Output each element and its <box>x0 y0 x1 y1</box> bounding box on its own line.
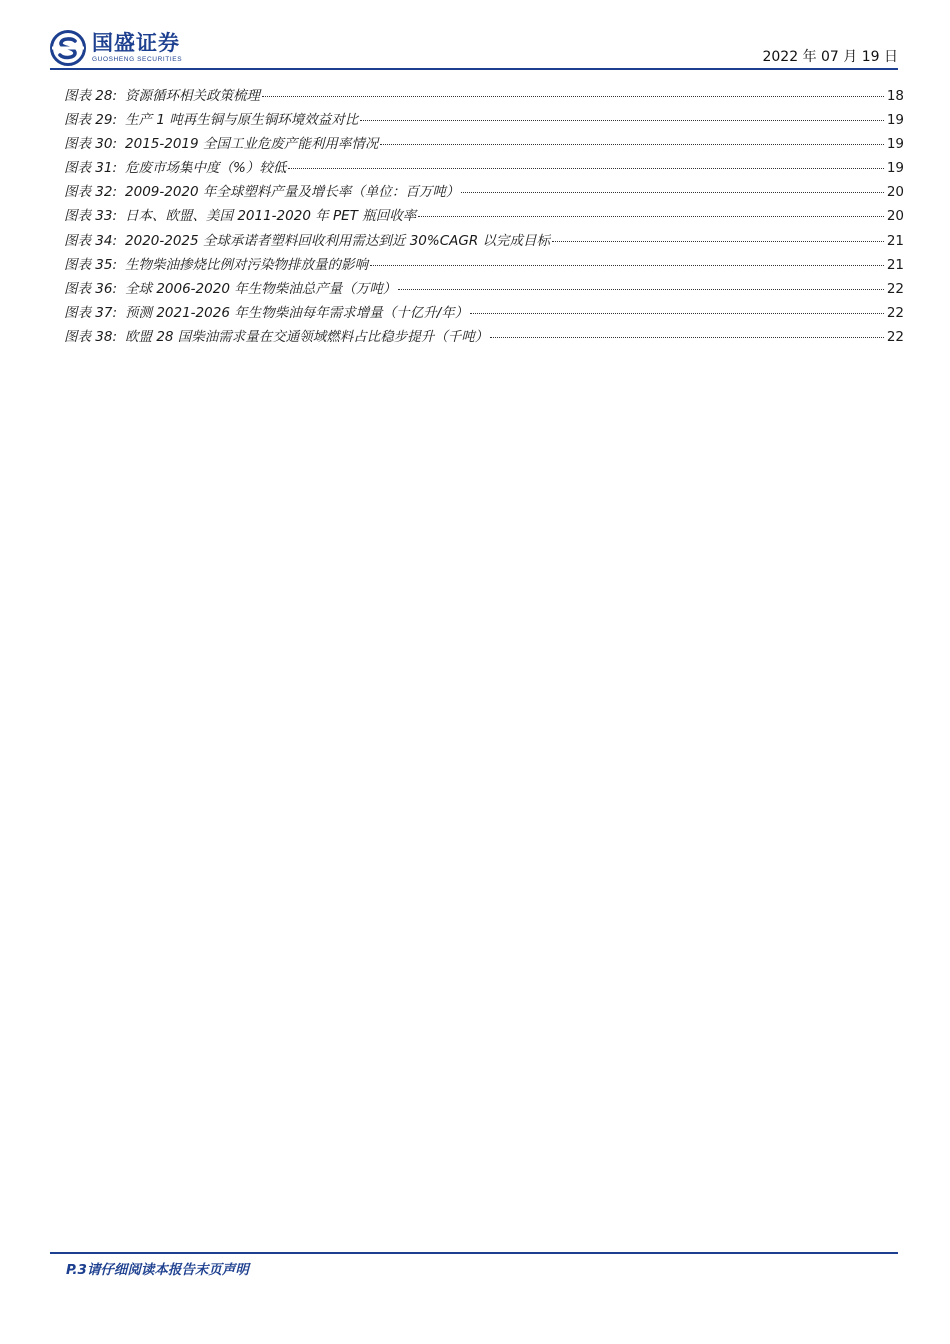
toc-entry[interactable] <box>64 204 904 228</box>
toc-leader-dots <box>370 265 884 266</box>
toc-entry-page[interactable]: 20 <box>886 184 904 201</box>
toc-leader-dots <box>288 168 884 169</box>
toc-entry-page[interactable]: 21 <box>886 232 904 249</box>
toc-entry-label: 图表 29: <box>64 112 118 129</box>
logo-english-name: GUOSHENG SECURITIES <box>92 55 183 63</box>
toc-entry-title[interactable]: 日本、欧盟、美国 2011-2020 年 PET 瓶回收率 <box>125 208 417 225</box>
toc-entry[interactable] <box>64 180 904 204</box>
toc-entry-label: 图表 32: <box>64 184 118 201</box>
toc-entry-page[interactable]: 22 <box>886 280 904 297</box>
guosheng-logo-icon <box>50 30 86 66</box>
toc-entry[interactable] <box>64 156 904 180</box>
toc-entry[interactable] <box>64 301 904 325</box>
toc-entry[interactable] <box>64 108 904 132</box>
toc-entry[interactable] <box>64 253 904 277</box>
toc-entry-title[interactable]: 2015-2019 全国工业危废产能利用率情况 <box>125 136 379 153</box>
toc-entry-label: 图表 33: <box>64 208 118 225</box>
toc-entry[interactable] <box>64 229 904 253</box>
toc-entry-page[interactable]: 18 <box>886 88 904 104</box>
disclaimer-note: 请仔细阅读本报告末页声明 <box>86 1262 249 1278</box>
toc-entry-page[interactable]: 19 <box>886 112 904 129</box>
toc-entry-title[interactable]: 2020-2025 全球承诺者塑料回收利用需达到近 30%CAGR 以完成目标 <box>125 232 550 249</box>
toc-leader-dots <box>418 216 884 217</box>
page-footer <box>66 1258 249 1278</box>
toc-entry-label: 图表 28: <box>64 88 118 104</box>
logo-chinese-name: 国盛证券 <box>92 30 180 55</box>
toc-entry-title[interactable]: 2009-2020 年全球塑料产量及增长率（单位：百万吨） <box>125 184 460 201</box>
toc-leader-dots <box>490 337 884 338</box>
toc-entry-page[interactable]: 19 <box>886 160 904 177</box>
header-divider <box>50 68 898 70</box>
toc-leader-dots <box>470 313 884 314</box>
toc-leader-dots <box>552 241 884 242</box>
toc-entry-label: 图表 36: <box>64 280 118 297</box>
toc-entry-label: 图表 30: <box>64 136 118 153</box>
toc-entry-title[interactable]: 全球 2006-2020 年生物柴油总产量（万吨） <box>125 280 397 297</box>
toc-entry-label: 图表 35: <box>64 256 118 273</box>
toc-entry-page[interactable]: 20 <box>886 208 904 225</box>
toc-entry-title[interactable]: 危废市场集中度（%）较低 <box>125 160 287 177</box>
figure-index <box>64 84 904 349</box>
toc-entry-title[interactable]: 欧盟 28 国柴油需求量在交通领域燃料占比稳步提升（千吨） <box>125 328 489 345</box>
toc-leader-dots <box>262 96 884 97</box>
toc-leader-dots <box>360 120 884 121</box>
footer-divider <box>50 1252 898 1254</box>
toc-entry-title[interactable]: 生产 1 吨再生铜与原生铜环境效益对比 <box>125 112 359 129</box>
toc-leader-dots <box>380 144 884 145</box>
toc-entry[interactable] <box>64 132 904 156</box>
toc-leader-dots <box>398 289 884 290</box>
toc-entry-page[interactable]: 22 <box>886 328 904 345</box>
toc-entry-page[interactable]: 21 <box>886 256 904 273</box>
toc-entry-label: 图表 38: <box>64 328 118 345</box>
toc-entry-title[interactable]: 预测 2021-2026 年生物柴油每年需求增量（十亿升/年） <box>125 304 469 321</box>
toc-entry[interactable] <box>64 84 904 108</box>
page-number: P.3 <box>66 1262 87 1278</box>
toc-entry[interactable] <box>64 277 904 301</box>
page-header <box>50 28 898 72</box>
toc-entry-label: 图表 34: <box>64 232 118 249</box>
report-date: 2022 年 07 月 19 日 <box>762 49 898 65</box>
company-logo <box>50 28 182 68</box>
toc-entry-title[interactable]: 资源循环相关政策梳理 <box>125 88 261 104</box>
toc-entry-title[interactable]: 生物柴油掺烧比例对污染物排放量的影响 <box>125 256 369 273</box>
toc-entry-label: 图表 37: <box>64 304 118 321</box>
toc-leader-dots <box>461 192 884 193</box>
toc-entry-page[interactable]: 19 <box>886 136 904 153</box>
toc-entry[interactable] <box>64 325 904 349</box>
toc-entry-page[interactable]: 22 <box>886 304 904 321</box>
toc-entry-label: 图表 31: <box>64 160 118 177</box>
